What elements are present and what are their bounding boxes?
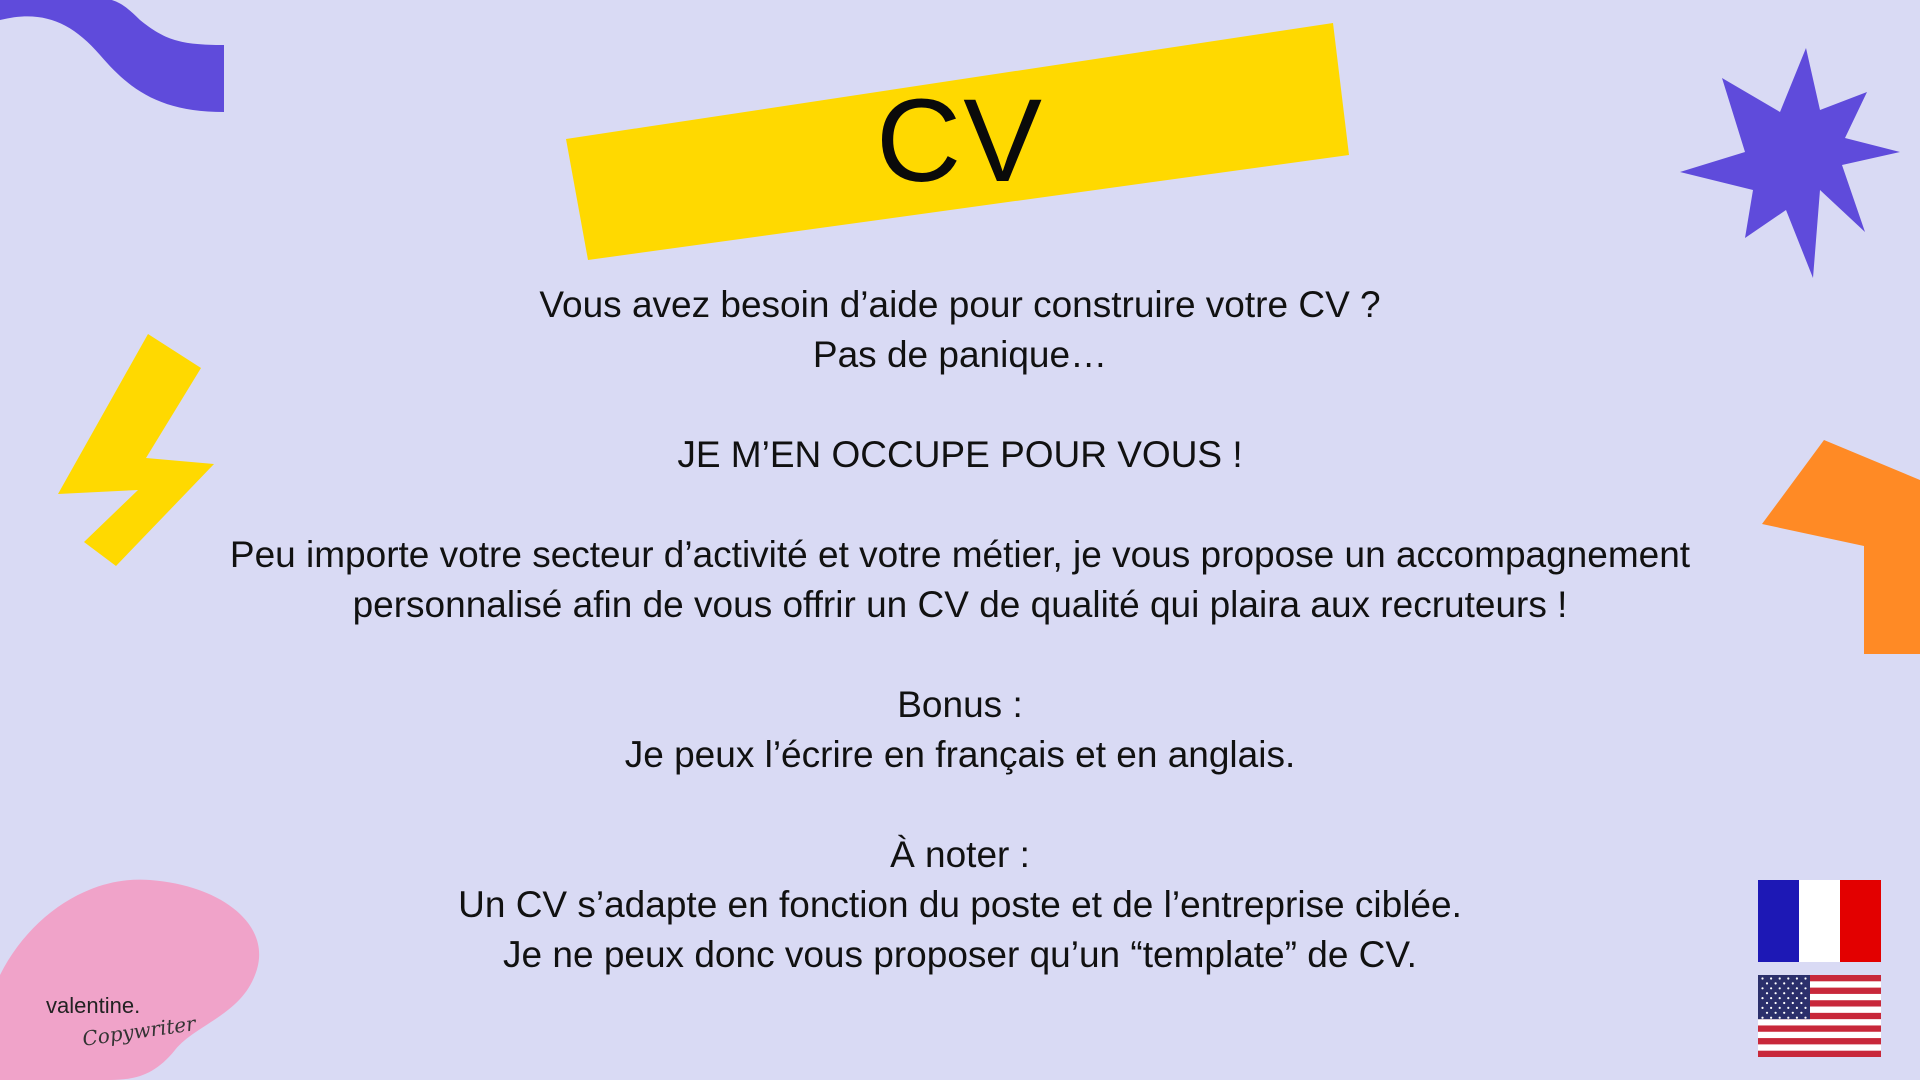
logo-name: valentine. — [46, 993, 141, 1018]
bonus-text: Je peux l’écrire en français et en anglais. — [624, 734, 1296, 775]
intro-question: Vous avez besoin d’aide pour construire votre CV ? — [539, 284, 1381, 325]
page-title: CV — [876, 75, 1044, 207]
headline-offer: JE M’EN OCCUPE POUR VOUS ! — [677, 434, 1243, 475]
bonus-heading: Bonus : — [897, 684, 1023, 725]
note-heading: À noter : — [890, 834, 1030, 875]
logo-tagline: Copywriter — [80, 1011, 198, 1051]
description-line-1: Peu importe votre secteur d’activité et votre métier, je vous propose un accompagnement — [229, 534, 1691, 575]
usa-flag-icon — [1758, 975, 1881, 1057]
description-line-2: personnalisé afin de vous offrir un CV de qualité qui plaira aux recruteurs ! — [352, 584, 1568, 625]
intro-reassurance: Pas de panique… — [812, 334, 1108, 375]
main-text — [120, 280, 1800, 980]
note-text-1: Un CV s’adapte en fonction du poste et de l’entreprise ciblée. — [458, 884, 1462, 925]
brand-logo — [46, 993, 226, 1053]
note-text-2: Je ne peux donc vous proposer qu’un “template” de CV. — [503, 934, 1417, 975]
france-flag-icon — [1758, 880, 1881, 962]
